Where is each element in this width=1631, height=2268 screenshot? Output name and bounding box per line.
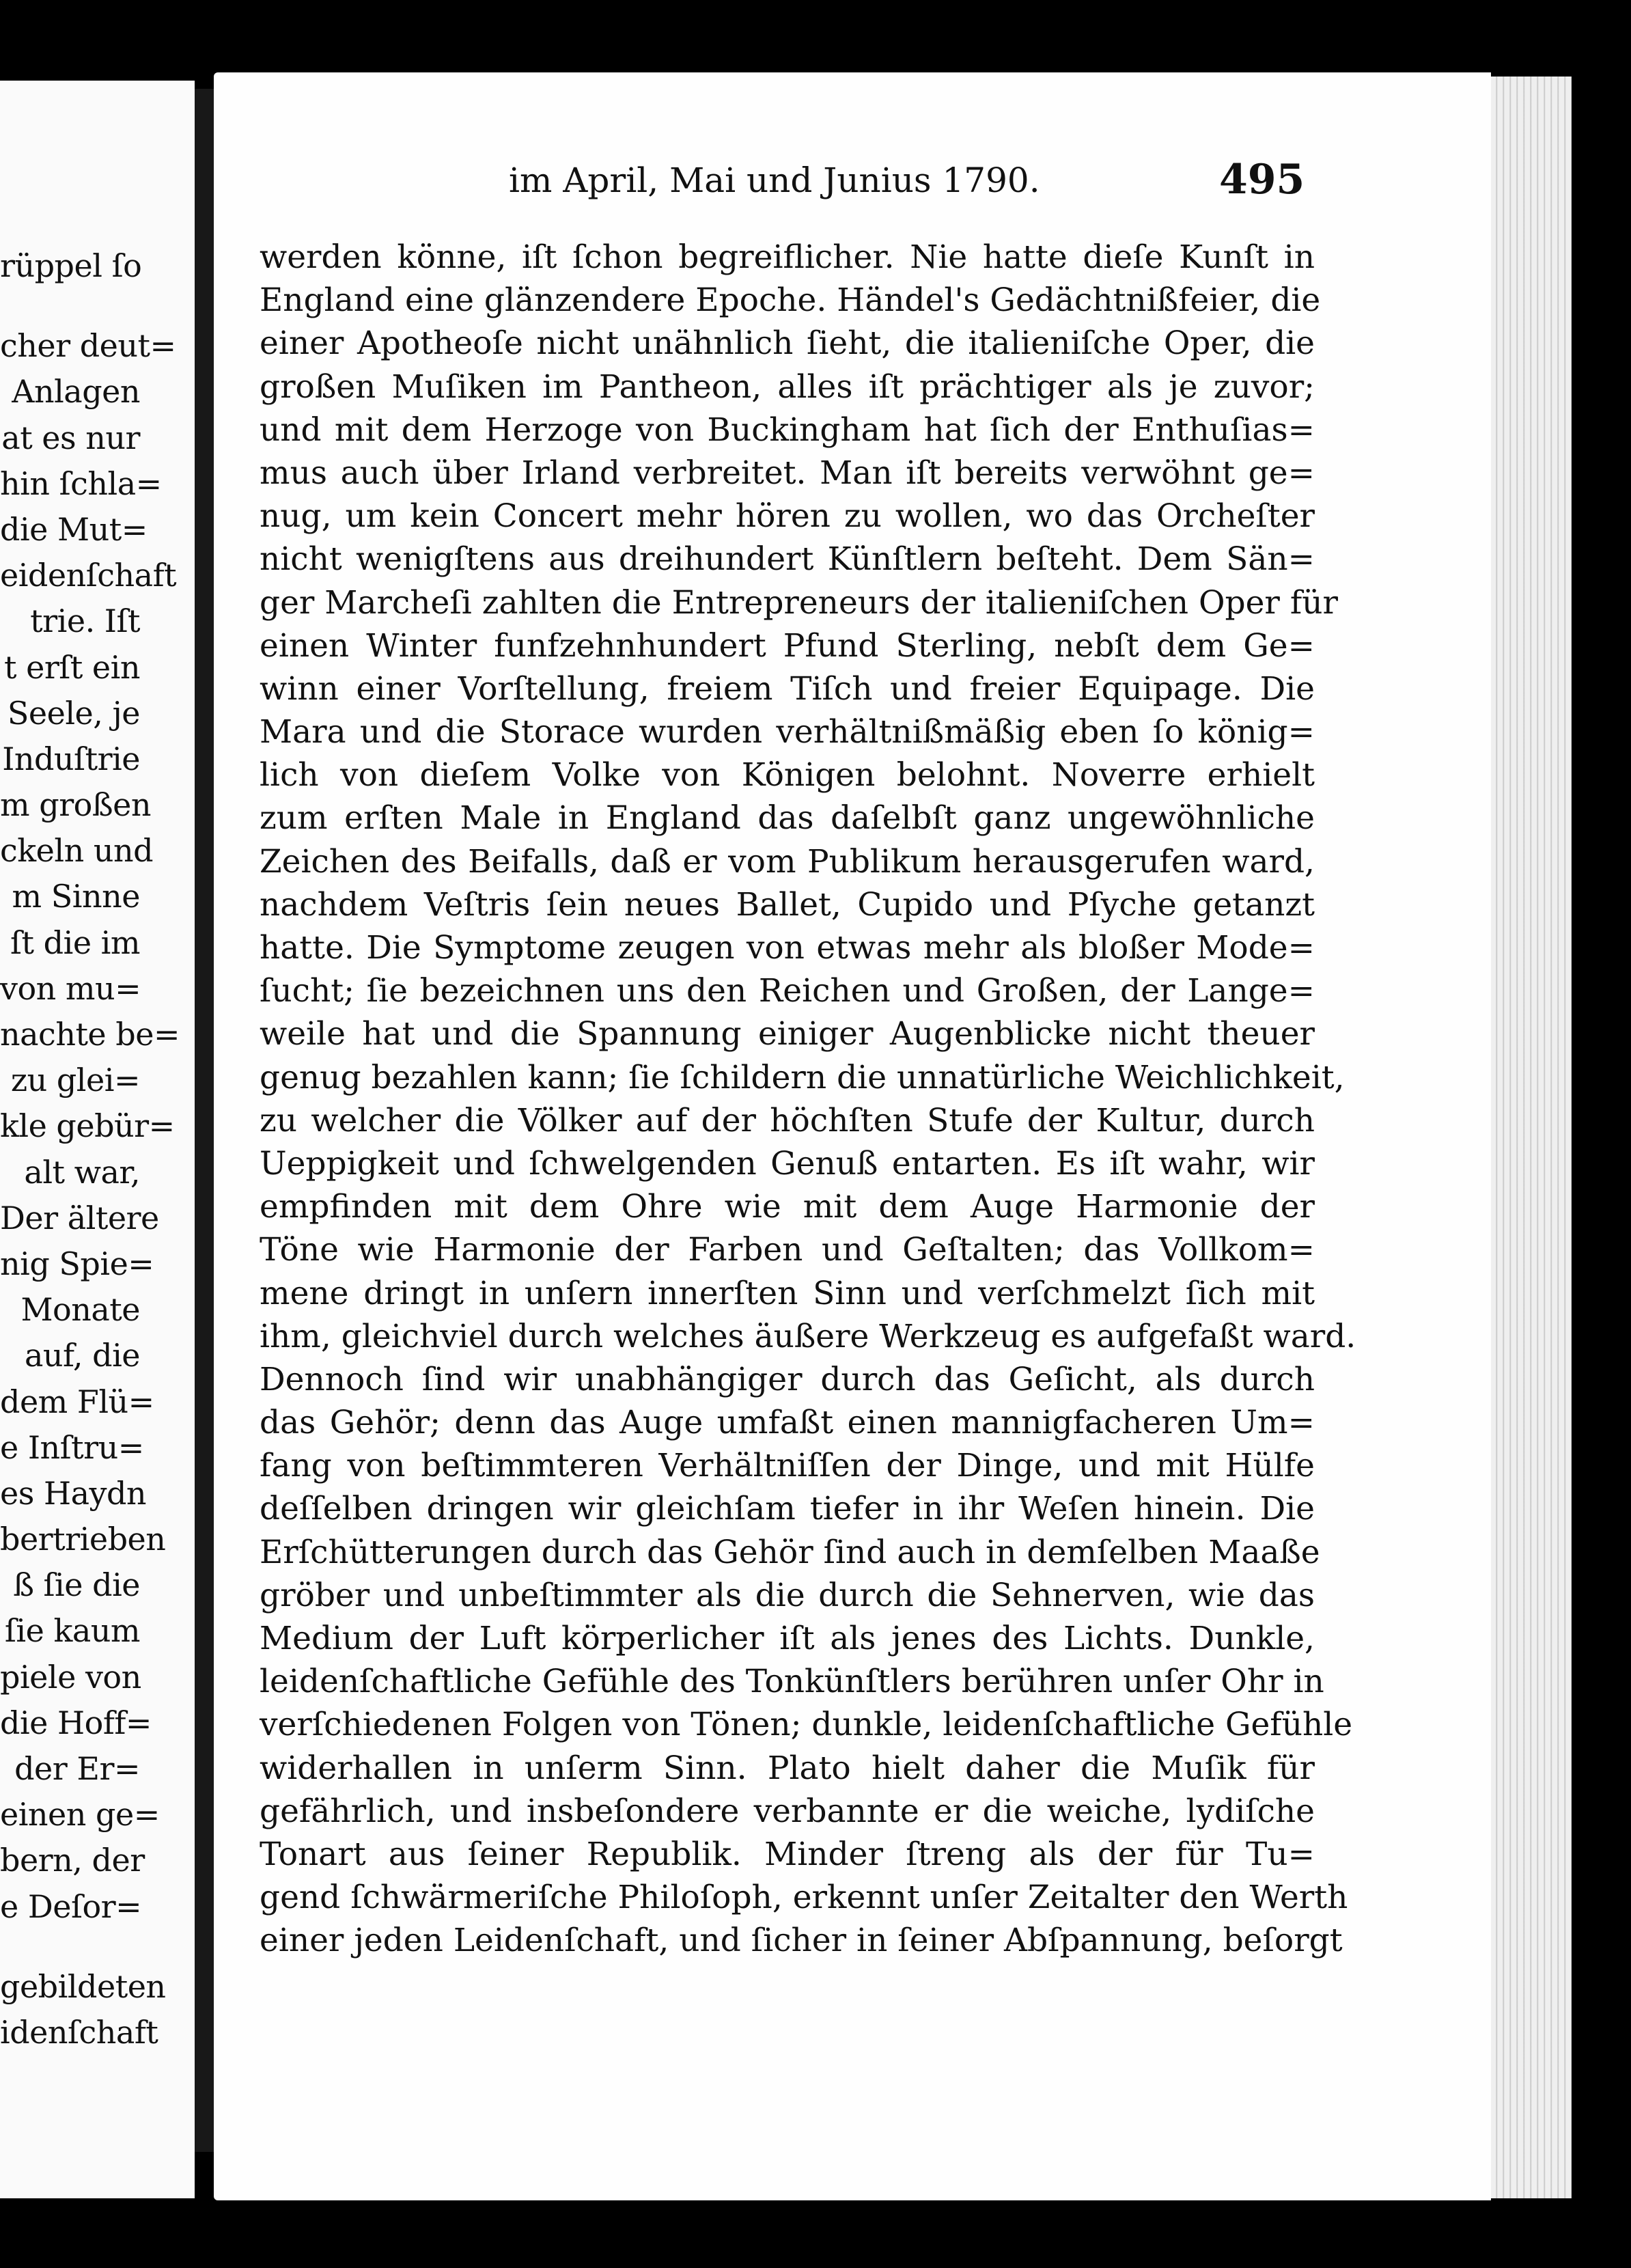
- left-line: zu glei=: [10, 1062, 140, 1099]
- text-line: ihm, gleichviel durch welches äußere Werkzeug es aufgefaßt ward.: [260, 1317, 1356, 1355]
- text-line: leidenſchaftliche Gefühle des Tonkünſtlers berühren unſer Ohr in: [260, 1663, 1324, 1701]
- left-line: piele von: [0, 1658, 141, 1696]
- text-line: großen Muſiken im Pantheon, alles iſt prächtiger als je zuvor;: [260, 368, 1315, 406]
- text-line: das Gehör; denn das Auge umfaßt einen mannigfacheren Um=: [260, 1404, 1315, 1442]
- left-line: auf, die: [24, 1337, 140, 1374]
- left-line: ſt die im: [10, 924, 140, 961]
- text-line: Mara und die Storace wurden verhältnißmäßig eben ſo könig=: [260, 713, 1315, 751]
- text-line: nug, um kein Concert mehr hören zu wollen, wo das Orcheſter: [260, 497, 1315, 536]
- text-line: gröber und unbeſtimmter als die durch die Sehnerven, wie das: [260, 1576, 1315, 1614]
- left-line: e Deſor=: [0, 1887, 142, 1925]
- left-line: [0, 1930, 140, 1964]
- left-line: Seele, je: [7, 694, 140, 732]
- text-line: Zeichen des Beifalls, daß er vom Publikum herausgerufen ward,: [260, 842, 1315, 881]
- book-gutter: [195, 89, 214, 2152]
- text-line: lich von dieſem Volke von Königen belohnt. Noverre erhielt: [260, 756, 1315, 794]
- text-line: einer jeden Leidenſchaft, und ſicher in ſeiner Abſpannung, beſorgt: [260, 1922, 1343, 1960]
- left-line: es Haydn: [0, 1474, 147, 1512]
- left-line: m Sinne: [12, 878, 140, 915]
- body-text: [260, 236, 1356, 1963]
- text-line: genug bezahlen kann; ſie ſchildern die unnatürliche Weichlichkeit,: [260, 1058, 1345, 1096]
- left-line: eidenſchaft: [0, 557, 177, 594]
- left-line: rüppel ſo: [0, 247, 142, 284]
- text-line: verſchiedenen Folgen von Tönen; dunkle, leidenſchaftliche Gefühle: [260, 1706, 1353, 1744]
- left-line: hin ſchla=: [0, 465, 162, 502]
- text-line: mene dringt in unſern innerſten Sinn und verſchmelzt ſich mit: [260, 1274, 1315, 1312]
- left-line: Induſtrie: [2, 740, 140, 777]
- text-line: ſucht; ſie bezeichnen uns den Reichen und Großen, der Lange=: [260, 972, 1315, 1010]
- left-line: Der ältere: [0, 1199, 159, 1236]
- left-line: idenſchaft: [0, 2013, 158, 2051]
- left-line: dem Flü=: [0, 1383, 154, 1420]
- text-line: werden könne, iſt ſchon begreiflicher. Nie hatte dieſe Kunſt in: [260, 238, 1315, 276]
- text-line: zum erſten Male in England das daſelbſt ganz ungewöhnliche: [260, 799, 1315, 838]
- left-line: e Inſtru=: [0, 1428, 144, 1466]
- left-line: ckeln und: [0, 832, 154, 870]
- left-line: nachte be=: [0, 1016, 180, 1053]
- left-line: Anlagen: [12, 373, 140, 411]
- text-line: gefährlich, und insbeſondere verbannte er die weiche, lydiſche: [260, 1792, 1315, 1830]
- text-line: einen Winter funfzehnhundert Pfund Sterling, nebſt dem Ge=: [260, 626, 1315, 665]
- text-line: zu welcher die Völker auf der höchſten Stufe der Kultur, durch: [260, 1101, 1315, 1139]
- text-line: und mit dem Herzoge von Buckingham hat ſich der Enthuſias=: [260, 411, 1315, 449]
- text-line: mus auch über Irland verbreitet. Man iſt bereits verwöhnt ge=: [260, 454, 1315, 492]
- text-line: nicht wenigſtens aus dreihundert Künſtlern beſteht. Dem Sän=: [260, 540, 1315, 579]
- left-line: bertrieben: [0, 1521, 166, 1558]
- left-line: nig Spie=: [0, 1245, 154, 1282]
- left-line: einen ge=: [0, 1796, 160, 1834]
- left-line: cher deut=: [0, 327, 176, 365]
- page-number: 495: [1219, 156, 1305, 204]
- left-line: gebildeten: [0, 1967, 166, 2005]
- text-line: empfinden mit dem Ohre wie mit dem Auge Harmonie der: [260, 1188, 1315, 1226]
- left-page-text: [0, 243, 180, 2056]
- left-line: trie. Iſt: [30, 603, 140, 640]
- text-line: fang von beſtimmteren Verhältniſſen der Dinge, und mit Hülfe: [260, 1447, 1315, 1485]
- text-line: ger Marcheſi zahlten die Entrepreneurs der italieniſchen Oper für: [260, 583, 1338, 622]
- left-page-fragment: [0, 81, 195, 2198]
- text-line: winn einer Vorſtellung, freiem Tiſch und freier Equipage. Die: [260, 669, 1315, 708]
- left-line: bern, der: [0, 1842, 145, 1879]
- text-line: Ueppigkeit und ſchwelgenden Genuß entarten. Es iſt wahr, wir: [260, 1144, 1315, 1183]
- text-line: Dennoch ſind wir unabhängiger durch das Geſicht, als durch: [260, 1360, 1315, 1398]
- text-line: England eine glänzendere Epoche. Händel's Gedächtnißfeier, die: [260, 281, 1321, 320]
- page-edges: [1491, 77, 1572, 2198]
- text-line: gend ſchwärmeriſche Philoſoph, erkennt unſer Zeitalter den Werth: [260, 1879, 1348, 1917]
- left-line: t erſt ein: [3, 648, 140, 686]
- left-line: kle gebür=: [0, 1107, 175, 1145]
- left-line: der Er=: [14, 1750, 140, 1787]
- left-line: die Mut=: [0, 510, 148, 548]
- left-line: ſie kaum: [4, 1612, 140, 1650]
- left-line: ß ſie die: [13, 1566, 140, 1604]
- text-line: Tonart aus ſeiner Republik. Minder ſtreng als der für Tu=: [260, 1835, 1315, 1873]
- left-line: m großen: [0, 786, 151, 824]
- text-line: einer Apotheoſe nicht unähnlich ſieht, die italieniſche Oper, die: [260, 324, 1315, 363]
- text-line: hatte. Die Symptome zeugen von etwas mehr als bloßer Mode=: [260, 929, 1315, 967]
- left-line: alt war,: [24, 1153, 140, 1191]
- text-line: Medium der Luft körperlicher iſt als jenes des Lichts. Dunkle,: [260, 1620, 1315, 1657]
- text-line: Töne wie Harmonie der Farben und Geſtalten; das Vollkom=: [260, 1231, 1315, 1269]
- running-head: im April, Mai und Junius 1790.: [509, 161, 1040, 200]
- text-line: weile hat und die Spannung einiger Augenblicke nicht theuer: [260, 1015, 1315, 1053]
- text-line: widerhallen in unſerm Sinn. Plato hielt daher die Muſik für: [260, 1749, 1315, 1787]
- text-line: deſſelben dringen wir gleichſam tiefer in ihr Weſen hinein. Die: [260, 1490, 1315, 1528]
- left-line: [0, 289, 140, 323]
- left-line: at es nur: [1, 419, 140, 456]
- left-line: die Hoff=: [0, 1704, 152, 1741]
- text-line: Erſchütterungen durch das Gehör ſind auch in demſelben Maaße: [260, 1533, 1320, 1571]
- left-line: Monate: [20, 1291, 140, 1329]
- left-line: von mu=: [0, 969, 141, 1007]
- text-line: nachdem Veſtris ſein neues Ballet, Cupido und Pſyche getanzt: [260, 885, 1315, 924]
